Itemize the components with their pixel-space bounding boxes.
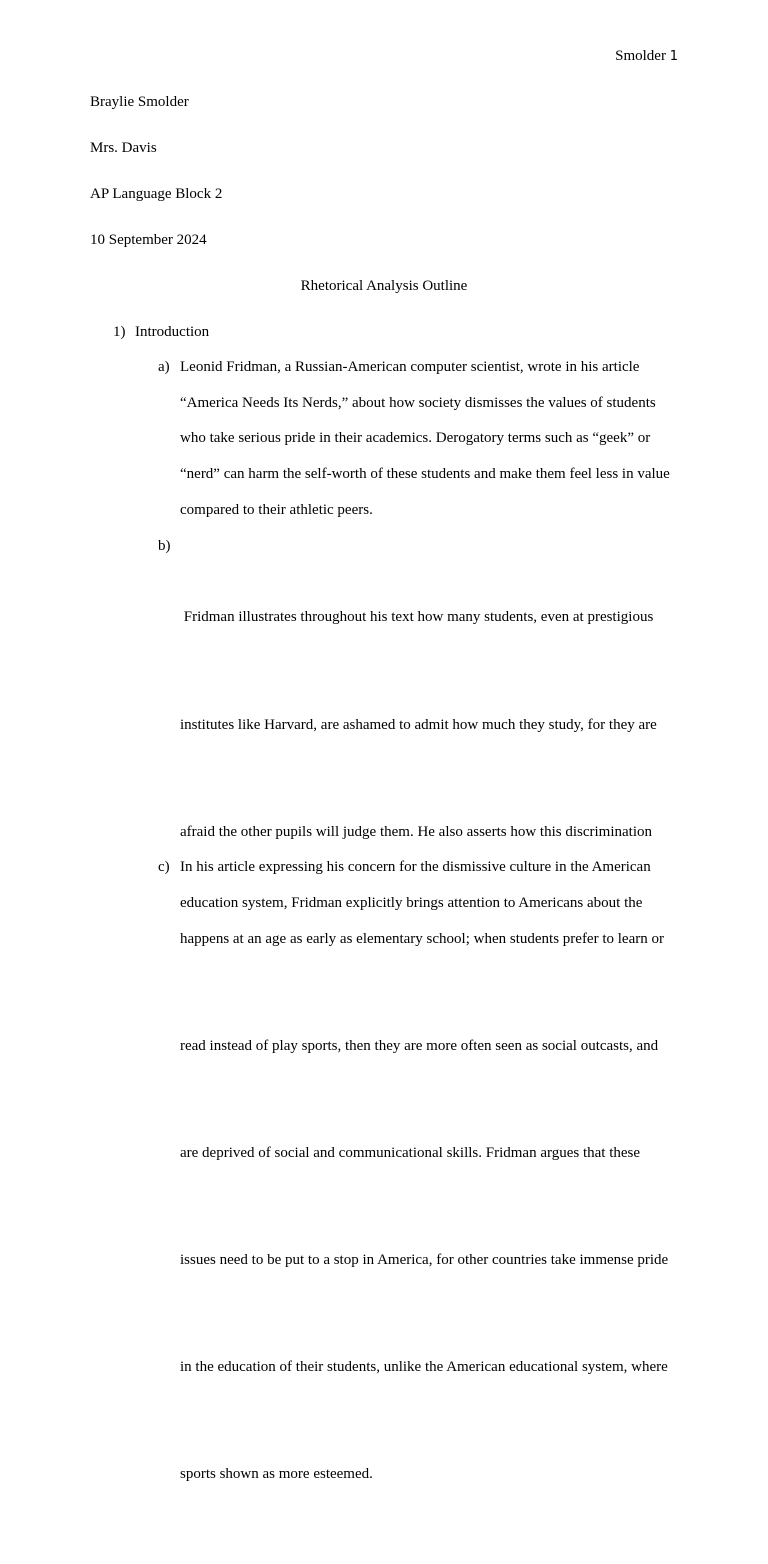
paragraph-line: happens at an age as early as elementary school; when students prefer to learn or [180,930,664,947]
paragraph-line: compared to their athletic peers. [180,501,373,518]
paragraph-line: Leonid Fridman, a Russian-American computer scientist, wrote in his article [180,359,640,375]
outline-item-1 [113,323,209,341]
course-name: AP Language Block 2 [90,186,223,202]
paragraph-line: education system, Fridman explicitly brings attention to Americans about the [180,894,643,911]
teacher-name: Mrs. Davis [90,140,157,156]
paragraph-line: sports shown as more esteemed. [180,1466,373,1483]
running-header [615,47,678,66]
paragraph-line: who take serious pride in their academics. Derogatory terms such as “geek” or [180,430,651,447]
sub-item-c-marker: c) [158,859,170,875]
paragraph-line: Fridman illustrates throughout his text how many students, even at prestigious [180,609,654,626]
sub-item-c-text [180,850,680,921]
paragraph-line: “nerd” can harm the self-worth of these students and make them feel less in value [180,466,670,483]
student-name: Braylie Smolder [90,94,189,110]
paragraph-line: afraid the other pupils will judge them. He also asserts how this discrimination [180,823,652,840]
document-date: 10 September 2024 [90,232,207,248]
header-page-number: 1 [669,49,678,64]
outline-item-1-marker: 1) [113,324,126,340]
sub-item-b-text [180,529,680,1564]
paragraph-line: “America Needs Its Nerds,” about how society dismisses the values of students [180,394,656,411]
header-surname: Smolder [615,48,666,64]
paragraph-line: institutes like Harvard, are ashamed to admit how much they study, for they are [180,716,657,733]
paragraph-line: in the education of their students, unlike the American educational system, where [180,1359,668,1376]
paragraph-line: issues need to be put to a stop in America, for other countries take immense pride [180,1252,669,1269]
paragraph-line: In his article expressing his concern for the dismissive culture in the American [180,859,651,875]
sub-item-a-marker: a) [158,359,170,375]
document-title: Rhetorical Analysis Outline [300,278,468,294]
outline-item-1-label: Introduction [135,324,210,340]
sub-item-b-marker: b) [158,538,171,554]
paragraph-line: are deprived of social and communicational skills. Fridman argues that these [180,1144,641,1161]
paragraph-line: read instead of play sports, then they are more often seen as social outcasts, and [180,1037,659,1054]
sub-item-a-text [180,350,680,529]
